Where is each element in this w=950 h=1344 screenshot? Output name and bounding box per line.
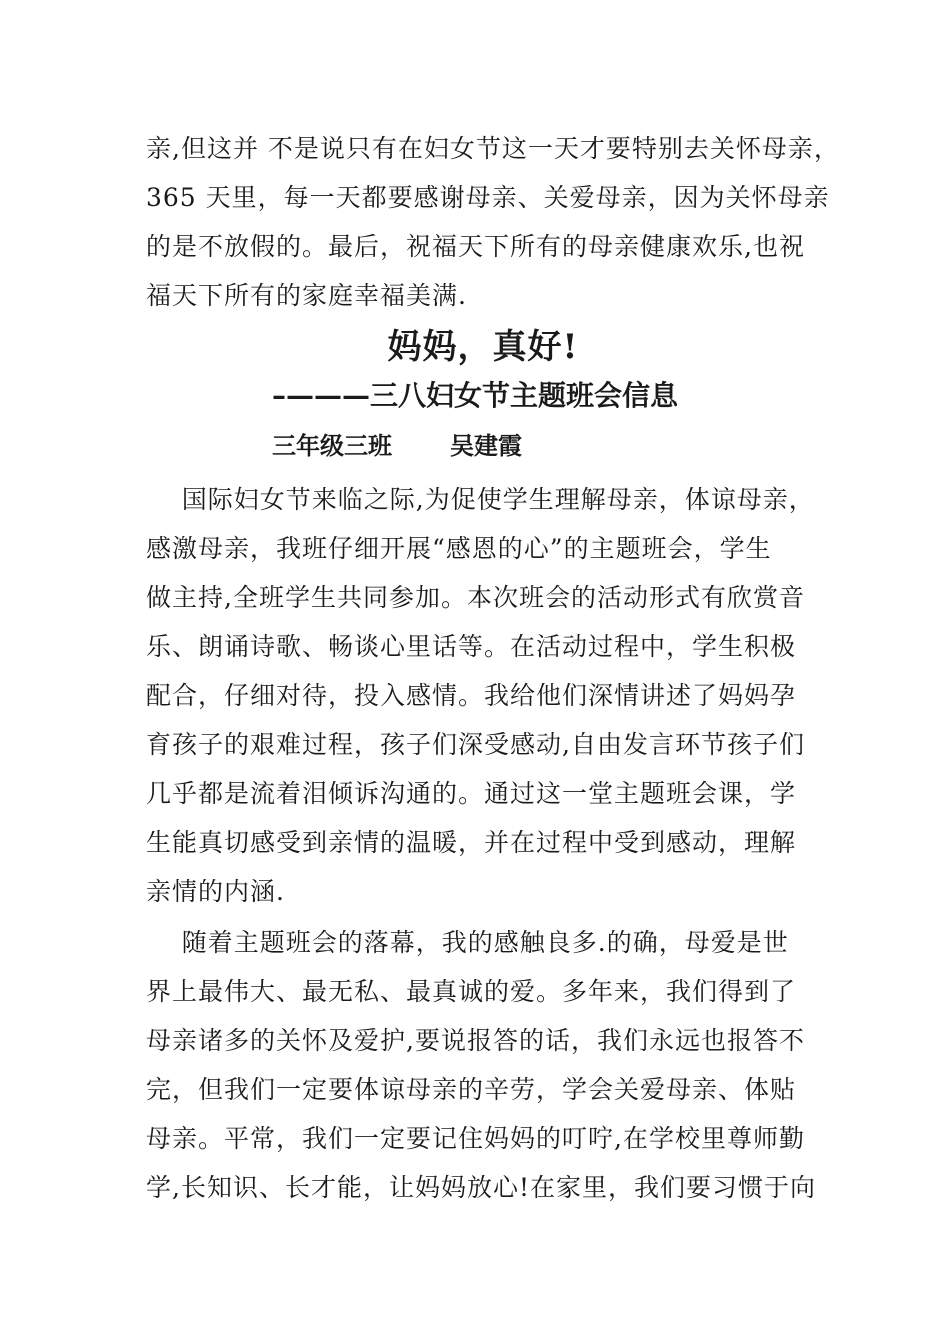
intro-line: 福天下所有的家庭幸福美满. <box>146 281 467 310</box>
paragraph-line: 母亲诸多的关怀及爱护,要说报答的话，我们永远也报答不 <box>146 1026 805 1055</box>
body-paragraph-2 <box>146 918 816 1212</box>
paragraph-line: 几乎都是流着泪倾诉沟通的。通过这一堂主题班会课，学 <box>146 779 797 808</box>
author-name: 吴建霞 <box>450 431 522 460</box>
paragraph-line: 配合，仔细对待，投入感情。我给他们深情讲述了妈妈孕 <box>146 681 797 710</box>
author-byline <box>272 424 522 468</box>
article-title: 妈妈，真好! <box>387 327 579 367</box>
paragraph-line: 完，但我们一定要体谅母亲的辛劳，学会关爱母亲、体贴 <box>146 1075 797 1104</box>
paragraph-line: 界上最伟大、最无私、最真诚的爱。多年来，我们得到了 <box>146 977 797 1006</box>
paragraph-line: 学,长知识、长才能，让妈妈放心!在家里，我们要习惯于向 <box>146 1173 816 1202</box>
paragraph-line: 感激母亲，我班仔细开展“感恩的心”的主题班会，学生 <box>146 534 772 563</box>
intro-paragraph <box>146 124 840 320</box>
body-paragraph-1 <box>146 475 816 916</box>
paragraph-line: 随着主题班会的落幕，我的感触良多.的确，母爱是世 <box>146 928 789 957</box>
intro-line: 365 天里，每一天都要感谢母亲、关爱母亲，因为关怀母亲 <box>146 183 830 212</box>
paragraph-line: 生能真切感受到亲情的温暖，并在过程中受到感动，理解 <box>146 828 797 857</box>
paragraph-line: 育孩子的艰难过程，孩子们深受感动,自由发言环节孩子们 <box>146 730 805 759</box>
paragraph-line: 做主持,全班学生共同参加。本次班会的活动形式有欣赏音 <box>146 583 805 612</box>
intro-line: 亲,但这并 不是说只有在妇女节这一天才要特别去关怀母亲， <box>146 134 840 163</box>
intro-line: 的是不放假的。最后，祝福天下所有的母亲健康欢乐,也祝 <box>146 232 805 261</box>
paragraph-line: 国际妇女节来临之际,为促使学生理解母亲，体谅母亲， <box>146 485 815 514</box>
paragraph-line: 母亲。平常，我们一定要记住妈妈的叮咛,在学校里尊师勤 <box>146 1124 805 1153</box>
paragraph-line: 亲情的内涵. <box>146 877 285 906</box>
article-subtitle: –———三八妇女节主题班会信息 <box>271 379 678 412</box>
paragraph-line: 乐、朗诵诗歌、畅谈心里话等。在活动过程中，学生积极 <box>146 632 797 661</box>
class-name: 三年级三班 <box>272 431 392 460</box>
